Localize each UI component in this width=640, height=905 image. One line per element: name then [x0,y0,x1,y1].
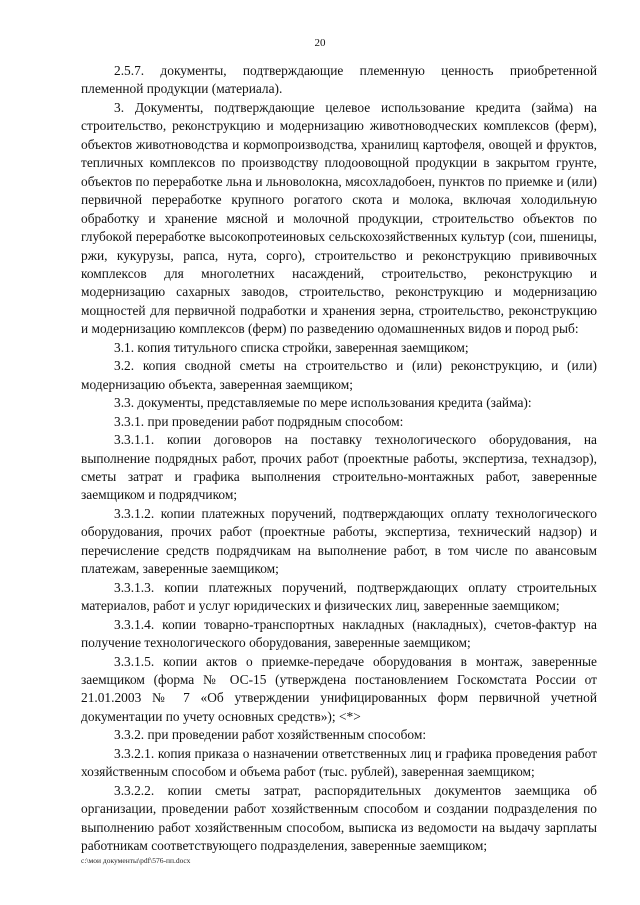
footer-file-path: c:\мои документы\pdf\576-пп.docx [81,856,191,865]
paragraph-3-3-1: 3.3.1. при проведении работ подрядным способом: [114,413,404,429]
document-body [81,62,597,855]
paragraph-2-5-7: 2.5.7. документы, подтверждающие племенную ценность приобретенной племенной продукции (материала). [81,63,597,97]
paragraph-3: 3. Документы, подтверждающие целевое использование кредита (займа) на строительство, реконструкцию и модернизацию животноводческих комплексов (ферм), объектов животноводства и кормопроизводства, хранилищ картофеля, овощей и фруктов, тепличных комплексов по производству плодоовощной продукции в закрытом грунте, объектов по переработке льна и льноволокна, мясохладобоен, пунктов по приемке и (или) первичной переработке крупного рогатого скота и молока, включая холодильную обработку и хранение мясной и молочной продукции, строительство объектов по глубокой переработке высокопротеиновых сельскохозяйственных культур (сои, пшеницы, ржи, кукурузы, рапса, нута, сорго), строительство и реконструкцию прививочных комплексов для многолетних насаждений, строительство, реконструкцию и модернизацию сахарных заводов, строительство, реконструкцию и модернизацию мощностей для первичной подработки и хранения зерна, строительство, реконструкцию и модернизацию комплексов (ферм) по разведению одомашненных видов и пород рыб: [81,99,597,337]
paragraph-3-3: 3.3. документы, представляемые по мере использования кредита (займа): [114,395,532,411]
paragraph-3-3-2-2: 3.3.2.2. копии сметы затрат, распорядительных документов заемщика об организации, проведении работ хозяйственным способом и создании подразделения по выполнению работ хозяйственным способом, выписка из ведомости на выдачу зарплаты работникам соответствующего подразделения, заверенные заемщиком; [81,782,597,854]
paragraph-3-3-1-4: 3.3.1.4. копии товарно-транспортных накладных (накладных), счетов-фактур на получение технологического оборудования, заверенные заемщиком; [81,616,597,651]
paragraph-3-3-2-1: 3.3.2.1. копия приказа о назначении ответственных лиц и графика проведения работ хозяйственным способом и объема работ (тыс. рублей), заверенная заемщиком; [81,745,597,780]
paragraph-3-3-1-5: 3.3.1.5. копии актов о приемке-передаче оборудования в монтаж, заверенные заемщиком (форма № ОС-15 (утверждена постановлением Госкомстата России от 21.01.2003 № 7 «Об утверждении унифицированных форм первичной учетной документации по учету основных средств»); <*> [81,653,597,724]
paragraph-3-2: 3.2. копия сводной сметы на строительство и (или) реконструкцию, и (или) модернизацию объекта, заверенная заемщиком; [81,358,597,392]
paragraph-3-3-1-2: 3.3.1.2. копии платежных поручений, подтверждающих оплату технологического оборудования, прочих работ (проектные работы, экспертиза, технический надзор) и перечисление средств подрядчикам на выполнение работ, в том числе по авансовым платежам, заверенные заемщиком; [81,505,597,577]
paragraph-3-3-1-3: 3.3.1.3. копии платежных поручений, подтверждающих оплату строительных материалов, работ и услуг юридических и физических лиц, заверенные заемщиком; [81,579,597,614]
page-number: 20 [314,37,326,49]
paragraph-3-3-1-1: 3.3.1.1. копии договоров на поставку технологического оборудования, на выполнение подрядных работ, прочих работ (проектные работы, экспертиза, технадзор), сметы затрат и графика выполнения строительно-монтажных работ, заверенные заемщиком и подрядчиком; [81,432,597,503]
paragraph-3-3-2: 3.3.2. при проведении работ хозяйственным способом: [114,727,427,743]
paragraph-3-1: 3.1. копия титульного списка стройки, заверенная заемщиком; [114,339,469,355]
